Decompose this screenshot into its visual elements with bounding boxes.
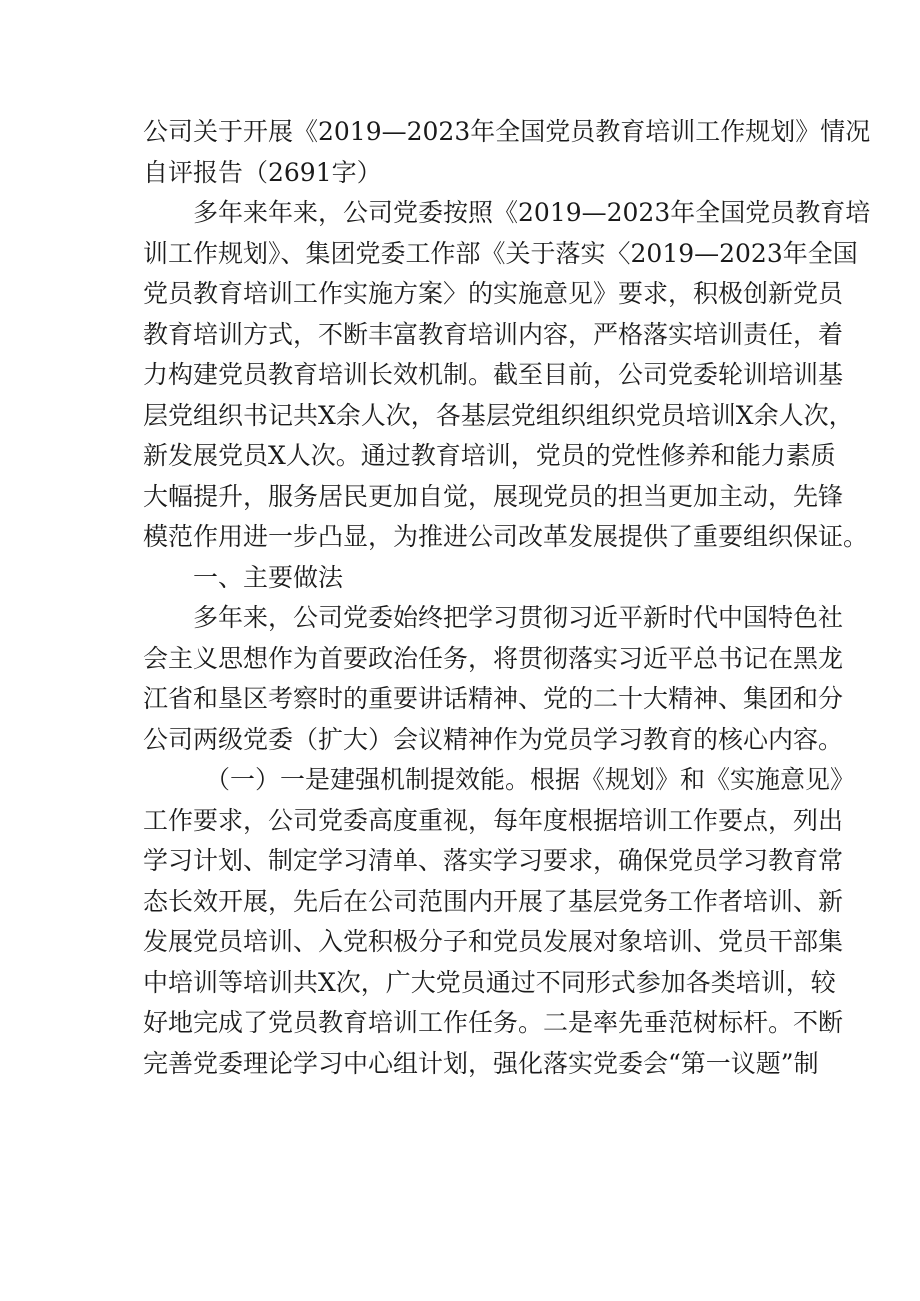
section-paragraph <box>143 598 844 760</box>
paragraph-line: 新发展党员X人次。通过教育培训，党员的党性修养和能力素质 <box>143 441 836 470</box>
title-line: 公司关于开展《2019—2023年全国党员教育培训工作规划》情况 <box>143 117 871 146</box>
title-line: 自评报告（2691字） <box>143 157 382 187</box>
paragraph-line: 完善党委理论学习中心组计划，强化落实党委会“第一议题”制 <box>143 1048 819 1078</box>
section-heading-text: 一、主要做法 <box>193 562 344 592</box>
subsection-paragraph <box>143 760 856 1084</box>
paragraph-line: 训工作规划》、集团党委工作部《关于落实〈2019—2023年全国 <box>143 238 858 268</box>
paragraph-line: 模范作用进一步凸显，为推进公司改革发展提供了重要组织保证。 <box>143 522 869 551</box>
paragraph-line: 党员教育培训工作实施方案〉的实施意见》要求，积极创新党员 <box>143 279 844 308</box>
paragraph-line: 公司两级党委（扩大）会议精神作为党员学习教育的核心内容。 <box>143 724 844 754</box>
document-body <box>143 112 871 1084</box>
paragraph-line: （一）一是建强机制提效能。根据《规划》和《实施意见》 <box>205 765 856 794</box>
paragraph-line: 会主义思想作为首要政治任务，将贯彻落实习近平总书记在黑龙 <box>143 643 844 673</box>
paragraph-line: 发展党员培训、入党积极分子和党员发展对象培训、党员干部集 <box>143 927 844 956</box>
paragraph-line: 层党组织书记共X余人次，各基层党组织组织党员培训X余人次， <box>143 400 854 430</box>
paragraph-line: 态长效开展，先后在公司范围内开展了基层党务工作者培训、新 <box>143 886 844 916</box>
paragraph-line: 中培训等培训共X次，广大党员通过不同形式参加各类培训，较 <box>143 967 836 997</box>
document-title <box>143 112 871 193</box>
paragraph-line: 教育培训方式，不断丰富教育培训内容，严格落实培训责任，着 <box>143 319 844 349</box>
paragraph-line: 好地完成了党员教育培训工作任务。二是率先垂范树标杆。不断 <box>143 1008 844 1037</box>
paragraph-line: 多年来，公司党委始终把学习贯彻习近平新时代中国特色社 <box>193 603 844 632</box>
paragraph-line: 江省和垦区考察时的重要讲话精神、党的二十大精神、集团和分 <box>143 684 844 713</box>
paragraph-line: 力构建党员教育培训长效机制。截至目前，公司党委轮训培训基 <box>143 360 844 389</box>
paragraph-line: 学习计划、制定学习清单、落实学习要求，确保党员学习教育常 <box>143 846 844 875</box>
paragraph-line: 工作要求，公司党委高度重视，每年度根据培训工作要点，列出 <box>143 805 844 835</box>
section-heading <box>143 558 795 599</box>
paragraph-line: 大幅提升，服务居民更加自觉，展现党员的担当更加主动，先锋 <box>143 481 844 511</box>
paragraph-line: 多年来年来，公司党委按照《2019—2023年全国党员教育培 <box>193 198 871 227</box>
intro-paragraph <box>143 193 871 558</box>
